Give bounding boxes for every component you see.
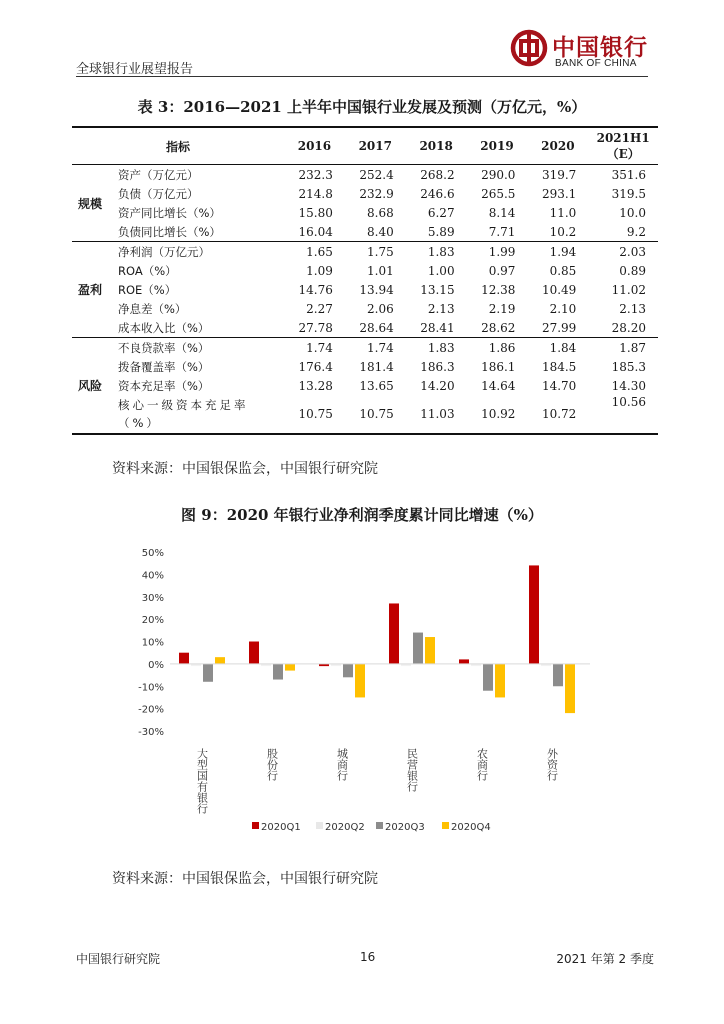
table-row [72, 338, 658, 358]
header-forecast-line2: （E） [606, 146, 640, 161]
table-row [72, 318, 658, 338]
table-cell: 6.27 [427, 205, 455, 220]
category-label: 股份行 [265, 748, 279, 781]
table-cell: 7.71 [488, 224, 516, 239]
header-year: 2016 [284, 127, 345, 165]
table-cell: 232.3 [298, 167, 333, 182]
table-cell: 1.83 [406, 338, 467, 358]
table-cell: 1.84 [527, 338, 588, 358]
table-cell: 176.4 [298, 359, 333, 374]
header-indicator: 指标 [72, 127, 284, 165]
table-row [72, 242, 658, 262]
header-year: 2020 [527, 127, 588, 165]
bar-2020Q1-3 [389, 603, 399, 663]
table-row [72, 184, 658, 203]
chart-title: 图 9：2020 年银行业净利润季度累计同比增速（%） [181, 506, 543, 524]
row-label: ROA（%） [118, 263, 177, 278]
row-label: 负债（万亿元） [118, 186, 199, 201]
table-cell: 1.01 [367, 263, 394, 278]
table-cell: 15.80 [298, 205, 333, 220]
header-forecast-line1: 2021H1 [596, 130, 650, 145]
table-cell: 1.65 [284, 242, 345, 262]
table-cell: 11.02 [611, 282, 646, 297]
bar-2020Q4-3 [425, 637, 435, 664]
table-cell: 28.20 [611, 320, 646, 335]
bar-2020Q4-5 [565, 664, 575, 713]
table-cell: 14.76 [298, 282, 333, 297]
group-label: 盈利 [72, 242, 108, 338]
table-row [72, 395, 658, 434]
legend-label: 2020Q2 [325, 822, 365, 833]
net-profit-growth-chart [130, 540, 600, 850]
table-cell: 1.74 [345, 338, 406, 358]
y-tick-label: -10% [138, 682, 164, 694]
table-row [72, 299, 658, 318]
table-cell: 1.00 [427, 263, 455, 278]
table-cell: 5.89 [427, 224, 455, 239]
table-cell: 1.87 [588, 338, 658, 358]
row-label: ROE（%） [118, 282, 177, 297]
table-cell: 2.27 [306, 301, 333, 316]
legend-swatch [376, 822, 383, 829]
row-label: 净息差（%） [118, 301, 187, 316]
header-year: 2018 [406, 127, 467, 165]
table-row [72, 222, 658, 242]
table-cell: 28.64 [359, 320, 394, 335]
table-cell: 8.40 [367, 224, 394, 239]
category-label: 大型国有银行 [195, 748, 209, 814]
legend-label: 2020Q3 [385, 822, 425, 833]
bar-2020Q1-4 [459, 659, 469, 663]
table-cell: 1.94 [527, 242, 588, 262]
category-label: 民营银行 [405, 748, 419, 792]
table-row [72, 376, 658, 395]
table-body [72, 165, 658, 435]
y-tick-label: -20% [138, 704, 164, 716]
table-cell: 2.13 [427, 301, 455, 316]
bank-of-china-logo [510, 27, 655, 73]
table-cell: 351.6 [611, 167, 646, 182]
table-cell: 290.0 [481, 167, 516, 182]
group-label: 风险 [72, 338, 108, 435]
row-label: 资产同比增长（%） [118, 205, 221, 220]
bar-2020Q3-5 [553, 664, 563, 686]
table-cell: 10.92 [467, 395, 528, 434]
table-cell: 10.56 [588, 395, 658, 434]
bar-2020Q4-2 [355, 664, 365, 698]
table-cell: 1.86 [467, 338, 528, 358]
bank-of-china-emblem-icon [510, 29, 548, 67]
table-cell: 14.30 [611, 378, 646, 393]
logo-chinese-text: 中国银行 [552, 34, 648, 61]
bar-2020Q1-5 [529, 565, 539, 663]
bar-2020Q3-4 [483, 664, 493, 691]
report-title: 全球银行业展望报告 [76, 62, 194, 77]
table-cell: 11.0 [549, 205, 577, 220]
page-number: 16 [360, 950, 376, 964]
table-cell: 16.04 [298, 224, 333, 239]
legend-swatch [316, 822, 323, 829]
bar-2020Q1-1 [249, 642, 259, 664]
bar-2020Q4-1 [285, 664, 295, 671]
table-row [72, 165, 658, 185]
table-cell: 27.99 [541, 320, 577, 335]
table-cell: 186.1 [481, 359, 516, 374]
table-cell: 10.0 [619, 205, 646, 220]
table-cell: 28.62 [481, 320, 516, 335]
row-label: 资本充足率（%） [118, 378, 210, 393]
legend-label: 2020Q1 [261, 822, 301, 833]
row-label: 净利润（万亿元） [108, 242, 284, 262]
table-cell: 12.38 [481, 282, 516, 297]
source-note: 资料来源：中国银保监会，中国银行研究院 [112, 461, 378, 477]
table-cell: 2.03 [588, 242, 658, 262]
banking-data-table [72, 126, 658, 435]
category-label: 外资行 [545, 748, 559, 781]
table-cell: 0.85 [549, 263, 577, 278]
row-label: 资产（万亿元） [118, 167, 199, 182]
table-cell: 10.2 [549, 224, 577, 239]
table-cell: 2.13 [619, 301, 646, 316]
table-cell: 10.75 [284, 395, 345, 434]
legend-swatch [442, 822, 449, 829]
table-cell: 10.49 [541, 282, 577, 297]
bar-2020Q1-0 [179, 653, 189, 664]
table-cell: 11.03 [406, 395, 467, 434]
table-cell: 2.19 [488, 301, 516, 316]
header-year-forecast [588, 127, 658, 165]
table-row [72, 357, 658, 376]
table-row [72, 280, 658, 299]
table-cell: 246.6 [420, 186, 455, 201]
table-title: 表 3：2016—2021 上半年中国银行业发展及预测（万亿元，%） [137, 98, 587, 116]
y-tick-label: 50% [141, 548, 164, 559]
bar-2020Q3-0 [203, 664, 213, 682]
y-tick-label: 30% [141, 592, 164, 604]
table-cell: 8.14 [488, 205, 516, 220]
table-cell: 9.2 [626, 224, 646, 239]
table-cell: 13.94 [359, 282, 394, 297]
table-cell: 0.97 [488, 263, 516, 278]
table-cell: 185.3 [611, 359, 646, 374]
row-label: 成本收入比（%） [118, 320, 210, 335]
row-label: 不良贷款率（%） [108, 338, 284, 358]
table-row [72, 203, 658, 222]
table-cell: 8.68 [367, 205, 394, 220]
header-year: 2017 [345, 127, 406, 165]
table-cell: 319.5 [611, 186, 646, 201]
row-label: 核心一级资本充足率（%） [108, 395, 284, 434]
table-cell: 265.5 [481, 186, 516, 201]
legend-swatch [252, 822, 259, 829]
table-cell: 293.1 [541, 186, 577, 201]
bar-2020Q3-3 [413, 633, 423, 664]
table-cell: 14.70 [541, 378, 577, 393]
table-cell: 319.7 [541, 167, 577, 182]
table-cell: 1.75 [345, 242, 406, 262]
table-cell: 184.5 [541, 359, 577, 374]
group-label: 规模 [77, 196, 102, 211]
bar-2020Q3-2 [343, 664, 353, 677]
table-cell: 1.83 [406, 242, 467, 262]
footer-quarter: 2021 年第 2 季度 [556, 952, 654, 966]
table-cell: 0.89 [619, 263, 646, 278]
bar-2020Q3-1 [273, 664, 283, 680]
table-cell: 28.41 [420, 320, 455, 335]
bar-2020Q4-4 [495, 664, 505, 698]
table-row [72, 261, 658, 280]
table-cell: 268.2 [420, 167, 455, 182]
bar-2020Q4-0 [215, 657, 225, 664]
table-cell: 13.28 [298, 378, 333, 393]
logo-english-text: BANK OF CHINA [555, 58, 637, 69]
table-cell: 1.99 [467, 242, 528, 262]
source-note: 资料来源：中国银保监会，中国银行研究院 [112, 871, 378, 887]
table-cell: 2.10 [549, 301, 577, 316]
category-label: 城商行 [335, 748, 349, 781]
table-cell: 1.74 [284, 338, 345, 358]
table-cell: 13.65 [359, 378, 394, 393]
table-cell: 13.15 [420, 282, 455, 297]
footer-institution: 中国银行研究院 [76, 952, 161, 966]
table-cell: 181.4 [359, 359, 394, 374]
legend-label: 2020Q4 [451, 822, 491, 833]
y-tick-label: 40% [141, 570, 164, 582]
table-cell: 10.72 [527, 395, 588, 434]
table-cell: 14.20 [420, 378, 455, 393]
y-tick-label: 20% [141, 615, 164, 627]
category-label: 农商行 [475, 748, 489, 781]
table-cell: 10.75 [345, 395, 406, 434]
header-year: 2019 [467, 127, 528, 165]
header-divider [76, 76, 648, 77]
row-label: 负债同比增长（%） [118, 224, 221, 239]
table-cell: 252.4 [359, 167, 394, 182]
table-cell: 214.8 [298, 186, 333, 201]
table-cell: 27.78 [298, 320, 333, 335]
table-header-row [72, 127, 658, 165]
table-cell: 186.3 [420, 359, 455, 374]
row-label: 拨备覆盖率（%） [118, 359, 210, 374]
y-tick-label: -30% [138, 727, 164, 738]
table-cell: 2.06 [367, 301, 394, 316]
table-cell: 14.64 [481, 378, 516, 393]
table-cell: 232.9 [359, 186, 394, 201]
y-tick-label: 10% [141, 637, 164, 649]
table-cell: 1.09 [306, 263, 333, 278]
y-tick-label: 0% [148, 659, 164, 671]
